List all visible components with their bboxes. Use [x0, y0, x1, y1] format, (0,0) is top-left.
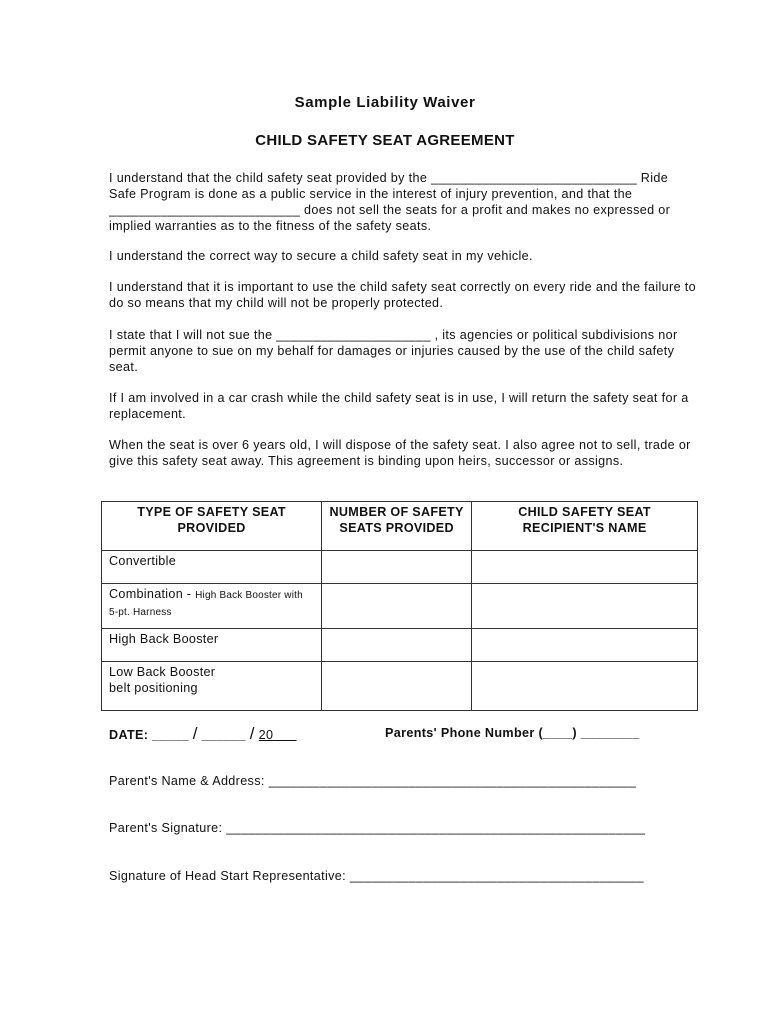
seat-type-label: Combination - [109, 587, 196, 601]
parent-signature-label: Parent's Signature: [109, 821, 223, 835]
recipient-name-cell[interactable] [472, 584, 698, 629]
header-seat-type: TYPE OF SAFETY SEAT PROVIDED [102, 502, 322, 551]
header-seat-count: NUMBER OF SAFETY SEATS PROVIDED [322, 502, 472, 551]
parent-signature-blank[interactable]: _________________________________________________________ [226, 821, 646, 835]
paragraph-crash: If I am involved in a car crash while the child safety seat is in use, I will return the safety seat for a replacement. [109, 391, 689, 421]
date-label: DATE: [109, 728, 149, 742]
table-row [102, 662, 698, 711]
seat-type-cell [102, 584, 322, 629]
date-day-blank[interactable]: ______ [201, 728, 246, 742]
date-slash-2: / [249, 724, 255, 743]
parent-name-blank[interactable]: __________________________________________________ [268, 774, 637, 788]
seat-count-cell[interactable] [322, 584, 472, 629]
parents-phone-field[interactable]: Parents' Phone Number (____) ________ [385, 726, 640, 740]
seat-type-label: Low Back Booster [109, 665, 216, 679]
table-row [102, 584, 698, 629]
paragraph-program: I understand that the child safety seat provided by the ____________________________ Ride Safe Program is done as a public service in the interest of injury prevention, and that the __________________________ does not sell the seats for a profit and makes no expressed or implied warranties as to the fitness of the safety seats. [109, 171, 671, 233]
seat-type-detail: belt positioning [109, 681, 198, 695]
document-subtitle: CHILD SAFETY SEAT AGREEMENT [255, 132, 515, 149]
seat-type-cell [102, 629, 322, 662]
paragraph-no-sue: I state that I will not sue the _____________________ , its agencies or political subdivisions nor permit anyone to sue on my behalf for damages or injuries caused by the use of the child safety seat. [109, 328, 678, 374]
seat-count-cell[interactable] [322, 662, 472, 711]
seat-type-label: High Back Booster [109, 632, 219, 646]
seat-count-cell[interactable] [322, 551, 472, 584]
seat-type-cell [102, 662, 322, 711]
parent-signature-field[interactable] [109, 821, 645, 835]
paragraph-correct-use: I understand that it is important to use the child safety seat correctly on every ride and the failure to do so means that my child will not be properly protected. [109, 280, 696, 310]
table-row [102, 551, 698, 584]
date-month-blank[interactable]: _____ [152, 728, 189, 742]
paragraph-secure: I understand the correct way to secure a child safety seat in my vehicle. [109, 249, 533, 263]
rep-signature-blank[interactable]: ________________________________________ [349, 869, 644, 883]
table-row [102, 629, 698, 662]
seat-type-cell [102, 551, 322, 584]
paragraph-dispose: When the seat is over 6 years old, I will dispose of the safety seat. I also agree not to sell, trade or give this safety seat away. This agreement is binding upon heirs, successor or assigns. [109, 438, 691, 468]
seat-count-cell[interactable] [322, 629, 472, 662]
header-recipient-name: CHILD SAFETY SEAT RECIPIENT'S NAME [472, 502, 698, 551]
date-field[interactable] [109, 724, 296, 744]
safety-seat-table [101, 501, 698, 711]
recipient-name-cell[interactable] [472, 662, 698, 711]
date-year-blank[interactable]: 20 [258, 728, 297, 742]
recipient-name-cell[interactable] [472, 551, 698, 584]
rep-signature-label: Signature of Head Start Representative: [109, 869, 346, 883]
seat-type-detail-small: High Back Booster with 5-pt. Harness [109, 590, 303, 618]
date-slash-1: / [192, 724, 198, 743]
document-title: Sample Liability Waiver [294, 94, 476, 111]
seat-type-label: Convertible [109, 554, 177, 568]
recipient-name-cell[interactable] [472, 629, 698, 662]
parent-name-label: Parent's Name & Address: [109, 774, 265, 788]
table-header-row [102, 502, 698, 551]
parent-name-address-field[interactable] [109, 774, 636, 788]
rep-signature-field[interactable] [109, 869, 644, 883]
